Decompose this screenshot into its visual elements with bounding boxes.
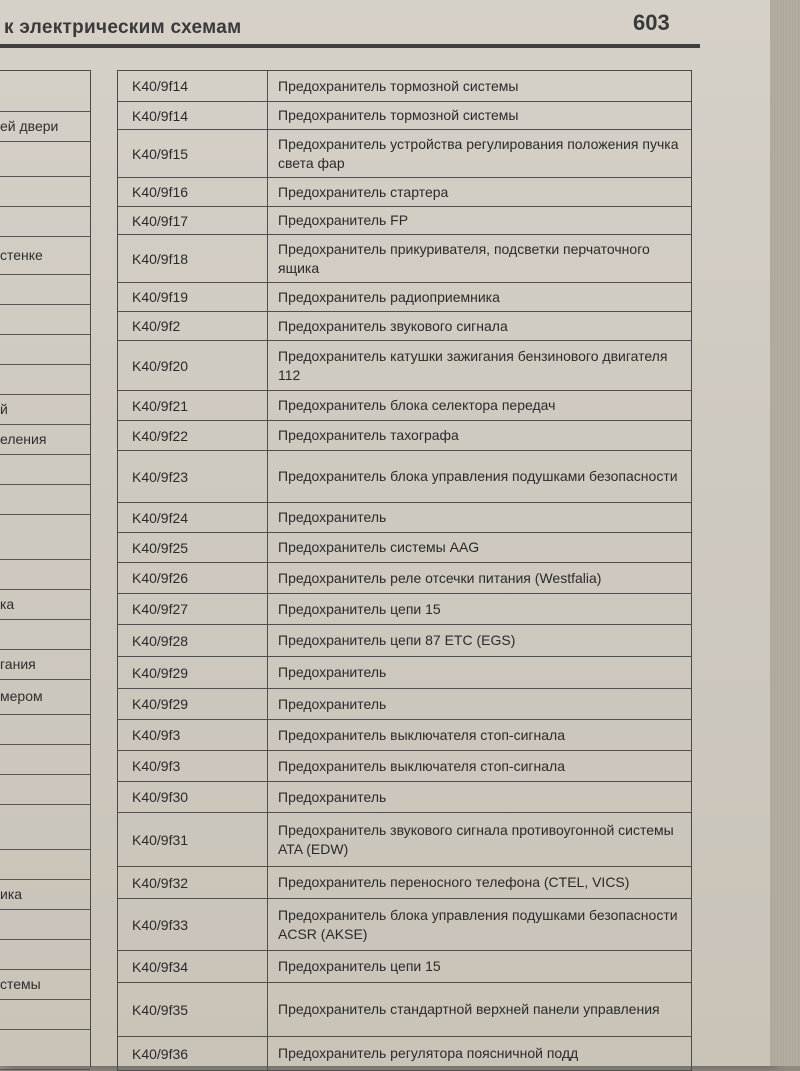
fuse-code-cell: K40/9f23 — [118, 451, 268, 502]
left-table-row — [0, 939, 90, 970]
table-row — [118, 341, 691, 391]
table-row — [118, 312, 691, 341]
table-row — [118, 421, 691, 451]
left-table-row — [0, 274, 90, 305]
left-table-row — [0, 304, 90, 335]
table-row — [118, 951, 691, 983]
left-table-row — [0, 454, 90, 485]
fuse-code-cell: K40/9f29 — [118, 689, 268, 719]
left-table-row — [0, 619, 90, 650]
left-table-row — [0, 909, 90, 940]
table-row — [118, 867, 691, 899]
table-row — [118, 451, 691, 503]
fuse-code-cell: K40/9f33 — [118, 899, 268, 950]
fuse-code-cell: K40/9f25 — [118, 533, 268, 562]
fuse-description-cell: Предохранитель стандартной верхней панели управления — [278, 1001, 660, 1017]
fuse-code-cell: K40/9f24 — [118, 503, 268, 532]
left-table-row — [0, 141, 90, 177]
fuse-description-cell: Предохранитель блока управления подушками безопасности ACSR (AKSE) — [278, 906, 678, 942]
fuse-description-cell: Предохранитель радиоприемника — [278, 288, 500, 305]
fuse-description-cell: Предохранитель — [278, 695, 387, 712]
left-table-row — [0, 804, 90, 850]
left-table-row: стенке — [0, 236, 90, 275]
fuse-code-cell: K40/9f27 — [118, 594, 268, 624]
left-table-row: ка — [0, 589, 90, 620]
fuse-description-cell: Предохранитель системы AAG — [278, 539, 480, 555]
table-row — [118, 782, 691, 813]
fuse-code-cell: K40/9f28 — [118, 625, 268, 656]
table-row — [118, 391, 691, 421]
table-row — [118, 625, 691, 657]
fuse-description-cell: Предохранитель тормозной системы — [278, 77, 519, 94]
left-table-row — [0, 1029, 90, 1070]
table-row — [118, 503, 691, 533]
table-row — [118, 899, 691, 951]
fuse-code-cell: K40/9f2 — [118, 312, 268, 340]
table-row — [118, 71, 691, 102]
left-table-row — [0, 484, 90, 515]
page-number: 603 — [633, 10, 670, 35]
table-row — [118, 751, 691, 782]
table-row — [118, 235, 691, 283]
left-table-row — [0, 334, 90, 365]
fuse-code-cell: K40/9f15 — [118, 130, 268, 177]
fuse-description-cell: Предохранитель устройства регулирования положения пучка света фар — [278, 135, 679, 171]
left-table-row — [0, 849, 90, 880]
fuse-code-cell: K40/9f14 — [118, 102, 268, 129]
fuse-description-cell: Предохранитель блока селектора передач — [278, 397, 556, 413]
left-table-row — [0, 744, 90, 775]
left-table-row — [0, 714, 90, 745]
fuse-description-cell: Предохранитель реле отсечки питания (Westfalia) — [278, 569, 602, 586]
left-table-row: ика — [0, 879, 90, 910]
left-table-row: еления — [0, 424, 90, 455]
fuse-code-cell: K40/9f32 — [118, 867, 268, 898]
fuse-code-cell: K40/9f29 — [118, 657, 268, 688]
table-row — [118, 813, 691, 867]
table-row — [118, 130, 691, 178]
left-table-fragment — [0, 70, 91, 1067]
fuse-code-cell: K40/9f35 — [118, 983, 268, 1036]
fuse-description-cell: Предохранитель стартера — [278, 183, 449, 200]
fuse-description-cell: Предохранитель цепи 15 — [278, 600, 441, 617]
left-table-row: ей двери — [0, 111, 90, 142]
running-header-title: к электрическим схемам — [4, 17, 242, 38]
fuse-description-cell: Предохранитель звукового сигнала противоугонной системы ATA (EDW) — [278, 821, 674, 857]
fuse-code-cell: K40/9f3 — [118, 751, 268, 781]
fuse-description-cell: Предохранитель тормозной системы — [278, 107, 519, 123]
fuse-code-cell: K40/9f18 — [118, 235, 268, 282]
fuse-description-cell: Предохранитель катушки зажигания бензинового двигателя 112 — [278, 347, 668, 383]
fuse-description-cell: Предохранитель FP — [278, 212, 409, 228]
fuse-description-cell: Предохранитель звукового сигнала — [278, 317, 508, 334]
fuse-code-cell: K40/9f30 — [118, 782, 268, 812]
table-row — [118, 207, 691, 235]
table-row — [118, 178, 691, 207]
fuse-code-cell: K40/9f36 — [118, 1037, 268, 1070]
left-table-row — [0, 71, 90, 112]
fuse-description-cell: Предохранитель цепи 87 ETC (EGS) — [278, 632, 516, 648]
fuse-description-cell: Предохранитель тахографа — [278, 427, 459, 443]
fuse-description-cell: Предохранитель цепи 15 — [278, 958, 441, 974]
left-table-row — [0, 176, 90, 207]
fuse-code-cell: K40/9f19 — [118, 283, 268, 311]
fuse-description-cell: Предохранитель блока управления подушками безопасности — [278, 468, 678, 484]
fuse-code-cell: K40/9f14 — [118, 71, 268, 101]
fuse-code-cell: K40/9f34 — [118, 951, 268, 982]
left-table-row: стемы — [0, 969, 90, 1000]
fuse-description-cell: Предохранитель прикуривателя, подсветки перчаточного ящика — [278, 240, 650, 276]
fuse-code-cell: K40/9f22 — [118, 421, 268, 450]
fuse-code-cell: K40/9f31 — [118, 813, 268, 866]
book-page-edge — [770, 0, 800, 1066]
table-row — [118, 657, 691, 689]
table-row — [118, 533, 691, 563]
fuse-code-cell: K40/9f16 — [118, 178, 268, 206]
fuse-code-cell: K40/9f26 — [118, 563, 268, 593]
fuse-code-cell: K40/9f17 — [118, 207, 268, 234]
left-table-row: мером — [0, 679, 90, 715]
fuse-code-cell: K40/9f20 — [118, 341, 268, 390]
left-table-row — [0, 559, 90, 590]
fuse-description-cell: Предохранитель — [278, 664, 387, 680]
table-row — [118, 594, 691, 625]
fuse-code-cell: K40/9f21 — [118, 391, 268, 420]
fuse-description-cell: Предохранитель — [278, 509, 387, 525]
table-row — [118, 983, 691, 1037]
left-table-row — [0, 364, 90, 395]
header-rule — [0, 44, 700, 48]
fuse-code-cell: K40/9f3 — [118, 720, 268, 750]
table-row — [118, 689, 691, 720]
table-row — [118, 563, 691, 594]
fuse-description-cell: Предохранитель регулятора поясничной подд — [278, 1045, 579, 1061]
fuse-description-cell: Предохранитель — [278, 788, 387, 805]
left-table-row — [0, 999, 90, 1030]
left-table-row — [0, 774, 90, 805]
fuse-description-cell: Предохранитель выключателя стоп-сигнала — [278, 726, 565, 743]
left-table-row — [0, 206, 90, 237]
left-table-row: й — [0, 394, 90, 425]
left-table-row — [0, 514, 90, 560]
left-table-row: гания — [0, 649, 90, 680]
table-row — [118, 283, 691, 312]
fuse-description-cell: Предохранитель переносного телефона (CTEL, VICS) — [278, 874, 630, 890]
fuse-table — [117, 70, 692, 1071]
table-row — [118, 102, 691, 130]
fuse-description-cell: Предохранитель выключателя стоп-сигнала — [278, 757, 565, 774]
table-row — [118, 720, 691, 751]
